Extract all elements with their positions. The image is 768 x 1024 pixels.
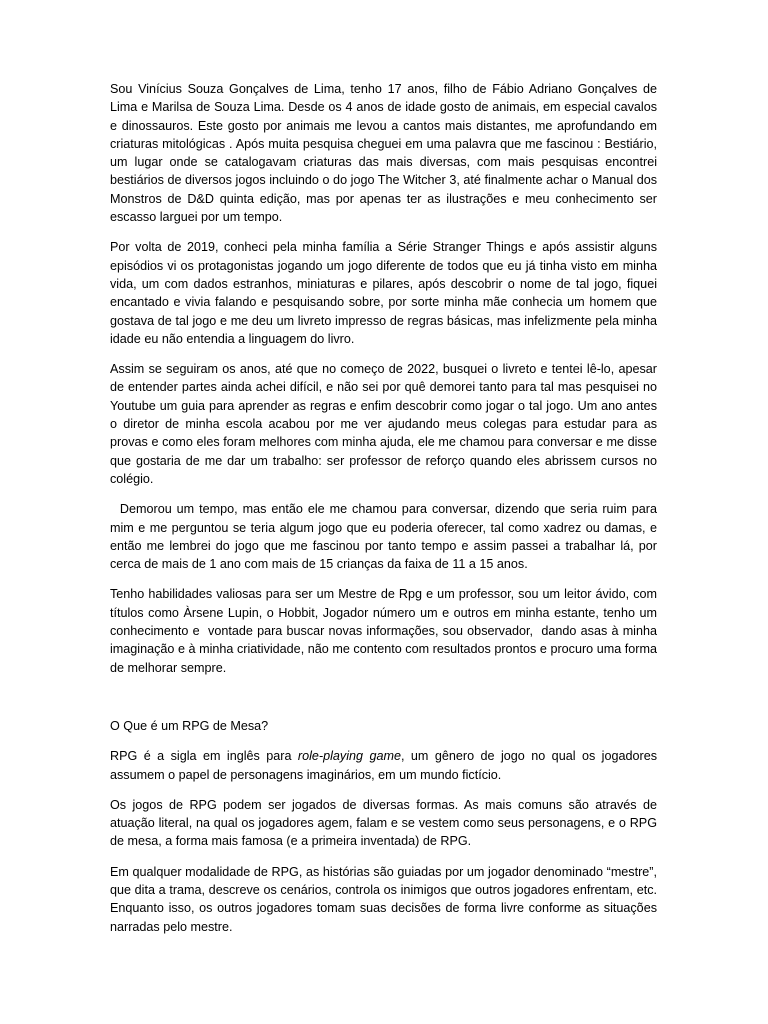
paragraph-spacer xyxy=(110,735,657,747)
paragraph-introduction: Sou Vinícius Souza Gonçalves de Lima, tenho 17 anos, filho de Fábio Adriano Gonçalves de Lima e Marilsa de Souza Lima. Desde os 4 anos de idade gosto de animais, em especial cavalos e dinossauros. Este gosto por animais me levou a cantos mais distantes, me aprofundando em criaturas mitológicas . Após muita pesquisa cheguei em uma palavra que me fascinou : Bestiário, um lugar onde se catalogavam criaturas das mais diversas, com mais pesquisas encontrei bestiários de diversos jogos incluindo o do jogo The Witcher 3, até finalmente achar o Manual dos Monstros de D&D quinta edição, mas por apenas ter as ilustrações e meu conhecimento ser escasso larguei por um tempo. xyxy=(110,82,657,225)
paragraph-rpg-definition xyxy=(110,747,657,784)
paragraph-2022: Assim se seguiram os anos, até que no começo de 2022, busquei o livreto e tentei lê-lo, apesar de entender partes ainda achei difícil, e não sei por quê demorei tanto para tal mas pesquisei no Youtube um guia para aprender as regras e enfim descobrir como jogar o tal jogo. Um ano antes o diretor de minha escola acabou por me ver ajudando meus colegas para estudar para as provas e como eles foram melhores com minha ajuda, ele me chamou para conversar e me disse que gostaria de me dar um trabalho: ser professor de reforço quando eles abrissem cursos no colégio. xyxy=(110,362,657,486)
paragraph-rpg-forms: Os jogos de RPG podem ser jogados de diversas formas. As mais comuns são através de atuação literal, na qual os jogadores agem, falam e se vestem como seus personagens, e o RPG de mesa, a forma mais famosa (e a primeira inventada) de RPG. xyxy=(110,797,657,849)
rpg-definition-text-end: , um gênero de jogo no qual os jogadores assumem o papel de personagens imaginários, em um mundo fictício. xyxy=(110,749,657,782)
paragraph-stranger-things: Por volta de 2019, conheci pela minha família a Série Stranger Things e após assistir alguns episódios vi os protagonistas jogando um jogo diferente de todos que eu já tinha visto em minha vida, um com dados estranhos, miniaturas e pilares, após descobrir o nome de tal jogo, fiquei encantado e vivia falando e pesquisando sobre, por sorte minha mãe conhecia um homem que gostava de tal jogo e me deu um livreto impresso de regras básicas, mas infelizmente pela minha idade eu não entendia a linguagem do livro. xyxy=(110,240,657,346)
paragraph-teaching: Demorou um tempo, mas então ele me chamou para conversar, dizendo que seria ruim para mim e me perguntou se teria algum jogo que eu poderia oferecer, tal como xadrez ou damas, e então me lembrei do jogo que me fascinou por tanto tempo e assim passei a trabalhar lá, por cerca de mais de 1 ano com mais de 15 crianças da faixa de 11 a 15 anos. xyxy=(110,502,661,572)
paragraph-spacer xyxy=(110,226,657,238)
paragraph-spacer xyxy=(110,851,657,863)
paragraph-rpg-master: Em qualquer modalidade de RPG, as histórias são guiadas por um jogador denominado “mestre”, que dita a trama, descreve os cenários, controla os inimigos que outros jogadores enfrentam, etc. Enquanto isso, os outros jogadores tomam suas decisões de forma livre conforme as situações narradas pelo mestre. xyxy=(110,864,657,934)
paragraph-spacer xyxy=(110,488,657,500)
paragraph-spacer xyxy=(110,573,657,585)
paragraph-skills: Tenho habilidades valiosas para ser um Mestre de Rpg e um professor, sou um leitor ávido, com títulos como Àrsene Lupin, o Hobbit, Jogador número um e outros em minha estante, tenho um conhecimento e vontade para buscar novas informações, sou observador, dando asas à minha imaginação e à minha criatividade, não me contento com resultados prontos e procuro uma forma de melhorar sempre. xyxy=(110,587,661,675)
section-spacer xyxy=(110,677,657,717)
rpg-definition-emphasis: role-playing game xyxy=(297,749,401,764)
paragraph-spacer xyxy=(110,348,657,360)
paragraph-spacer xyxy=(110,784,657,796)
rpg-definition-text-start: RPG é a sigla em inglês para xyxy=(110,749,298,764)
section-heading: O Que é um RPG de Mesa? xyxy=(110,718,269,733)
